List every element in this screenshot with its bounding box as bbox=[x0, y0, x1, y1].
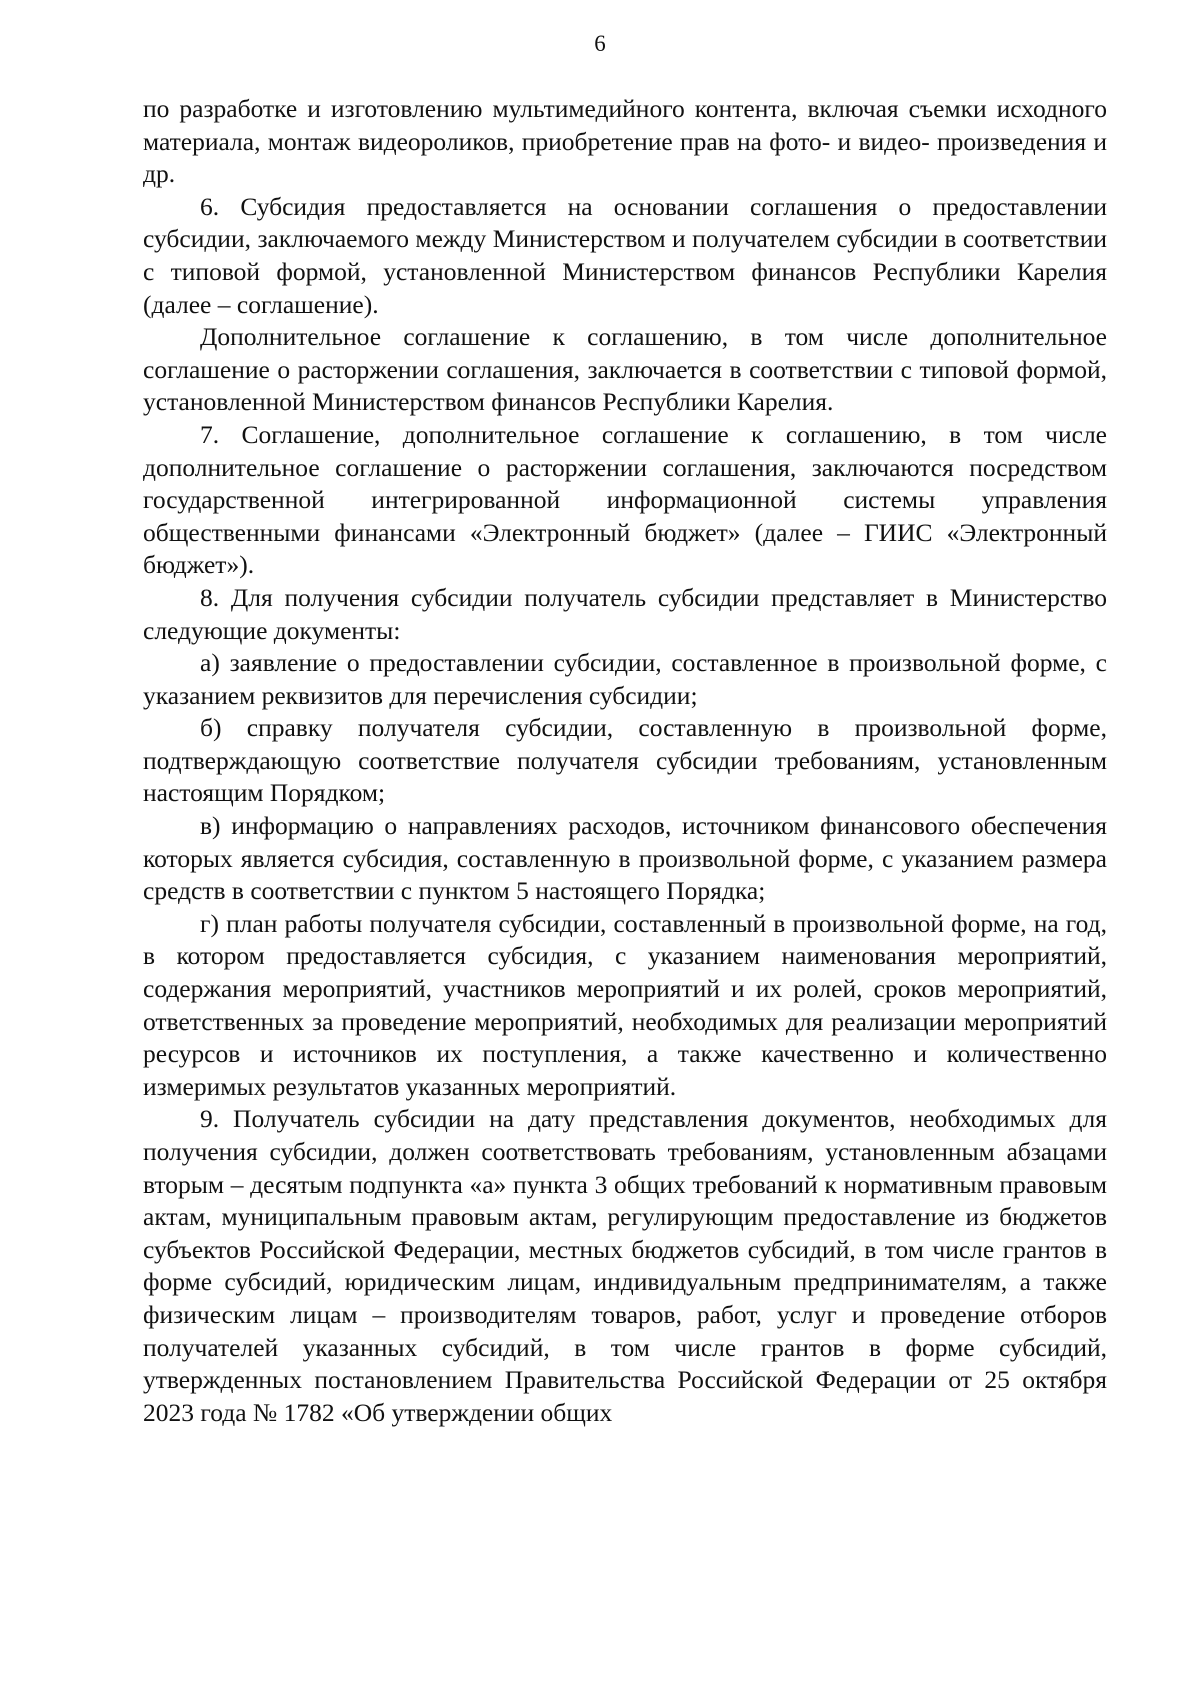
page-number: 6 bbox=[594, 31, 606, 56]
paragraph-clause-8: 8. Для получения субсидии получатель субсидии представляет в Министерство следующие документы: bbox=[143, 582, 1107, 645]
paragraph-clause-8-a: а) заявление о предоставлении субсидии, составленное в произвольной форме, с указанием реквизитов для перечисления субсидии; bbox=[143, 648, 1107, 710]
paragraph-clause-8-b: б) справку получателя субсидии, составленную в произвольной форме, подтверждающую соответствие получателя субсидии требованиям, установленным настоящим Порядком; bbox=[143, 713, 1107, 808]
paragraph-clause-7: 7. Соглашение, дополнительное соглашение к соглашению, в том числе дополнительное соглашение о расторжении соглашения, заключаются посредством государственной интегрированной информационной системы управления общественными финансами «Электронный бюджет» (далее – ГИИС «Электронный бюджет»). bbox=[143, 419, 1107, 580]
document-body bbox=[143, 93, 1107, 1429]
paragraph-continuation: по разработке и изготовлению мультимедийного контента, включая съемки исходного материала, монтаж видеороликов, приобретение прав на фото- и видео- произведения и др. bbox=[143, 94, 1107, 189]
paragraph-clause-8-g: г) план работы получателя субсидии, составленный в произвольной форме, на год, в котором предоставляется субсидия, с указанием наименования мероприятий, содержания мероприятий, участников мероприятий и их ролей, сроков мероприятий, ответственных за проведение мероприятий, необходимых для реализации мероприятий ресурсов и источников их поступления, а также качественно и количественно измеримых результатов указанных мероприятий. bbox=[143, 908, 1107, 1101]
paragraph-clause-8-v: в) информацию о направлениях расходов, источником финансового обеспечения которых является субсидия, составленную в произвольной форме, с указанием размера средств в соответствии с пунктом 5 настоящего Порядка; bbox=[143, 811, 1107, 906]
paragraph-clause-6-additional: Дополнительное соглашение к соглашению, в том числе дополнительное соглашение о расторжении соглашения, заключается в соответствии с типовой формой, установленной Министерством финансов Республики Карелия. bbox=[143, 322, 1107, 417]
paragraph-clause-9: 9. Получатель субсидии на дату представления документов, необходимых для получения субсидии, должен соответствовать требованиям, установленным абзацами вторым – десятым подпункта «а» пункта 3 общих требований к нормативным правовым актам, муниципальным правовым актам, регулирующим предоставление из бюджетов субъектов Российской Федерации, местных бюджетов субсидий, в том числе грантов в форме субсидий, юридическим лицам, индивидуальным предпринимателям, а также физическим лицам – производителям товаров, работ, услуг и проведение отборов получателей указанных субсидий, в том числе грантов в форме субсидий, утвержденных постановлением Правительства Российской Федерации от 25 октября 2023 года № 1782 «Об утверждении общих bbox=[143, 1104, 1107, 1427]
paragraph-clause-6: 6. Субсидия предоставляется на основании соглашения о предоставлении субсидии, заключаемого между Министерством и получателем субсидии в соответствии с типовой формой, установленной Министерством финансов Республики Карелия (далее – соглашение). bbox=[143, 191, 1107, 319]
